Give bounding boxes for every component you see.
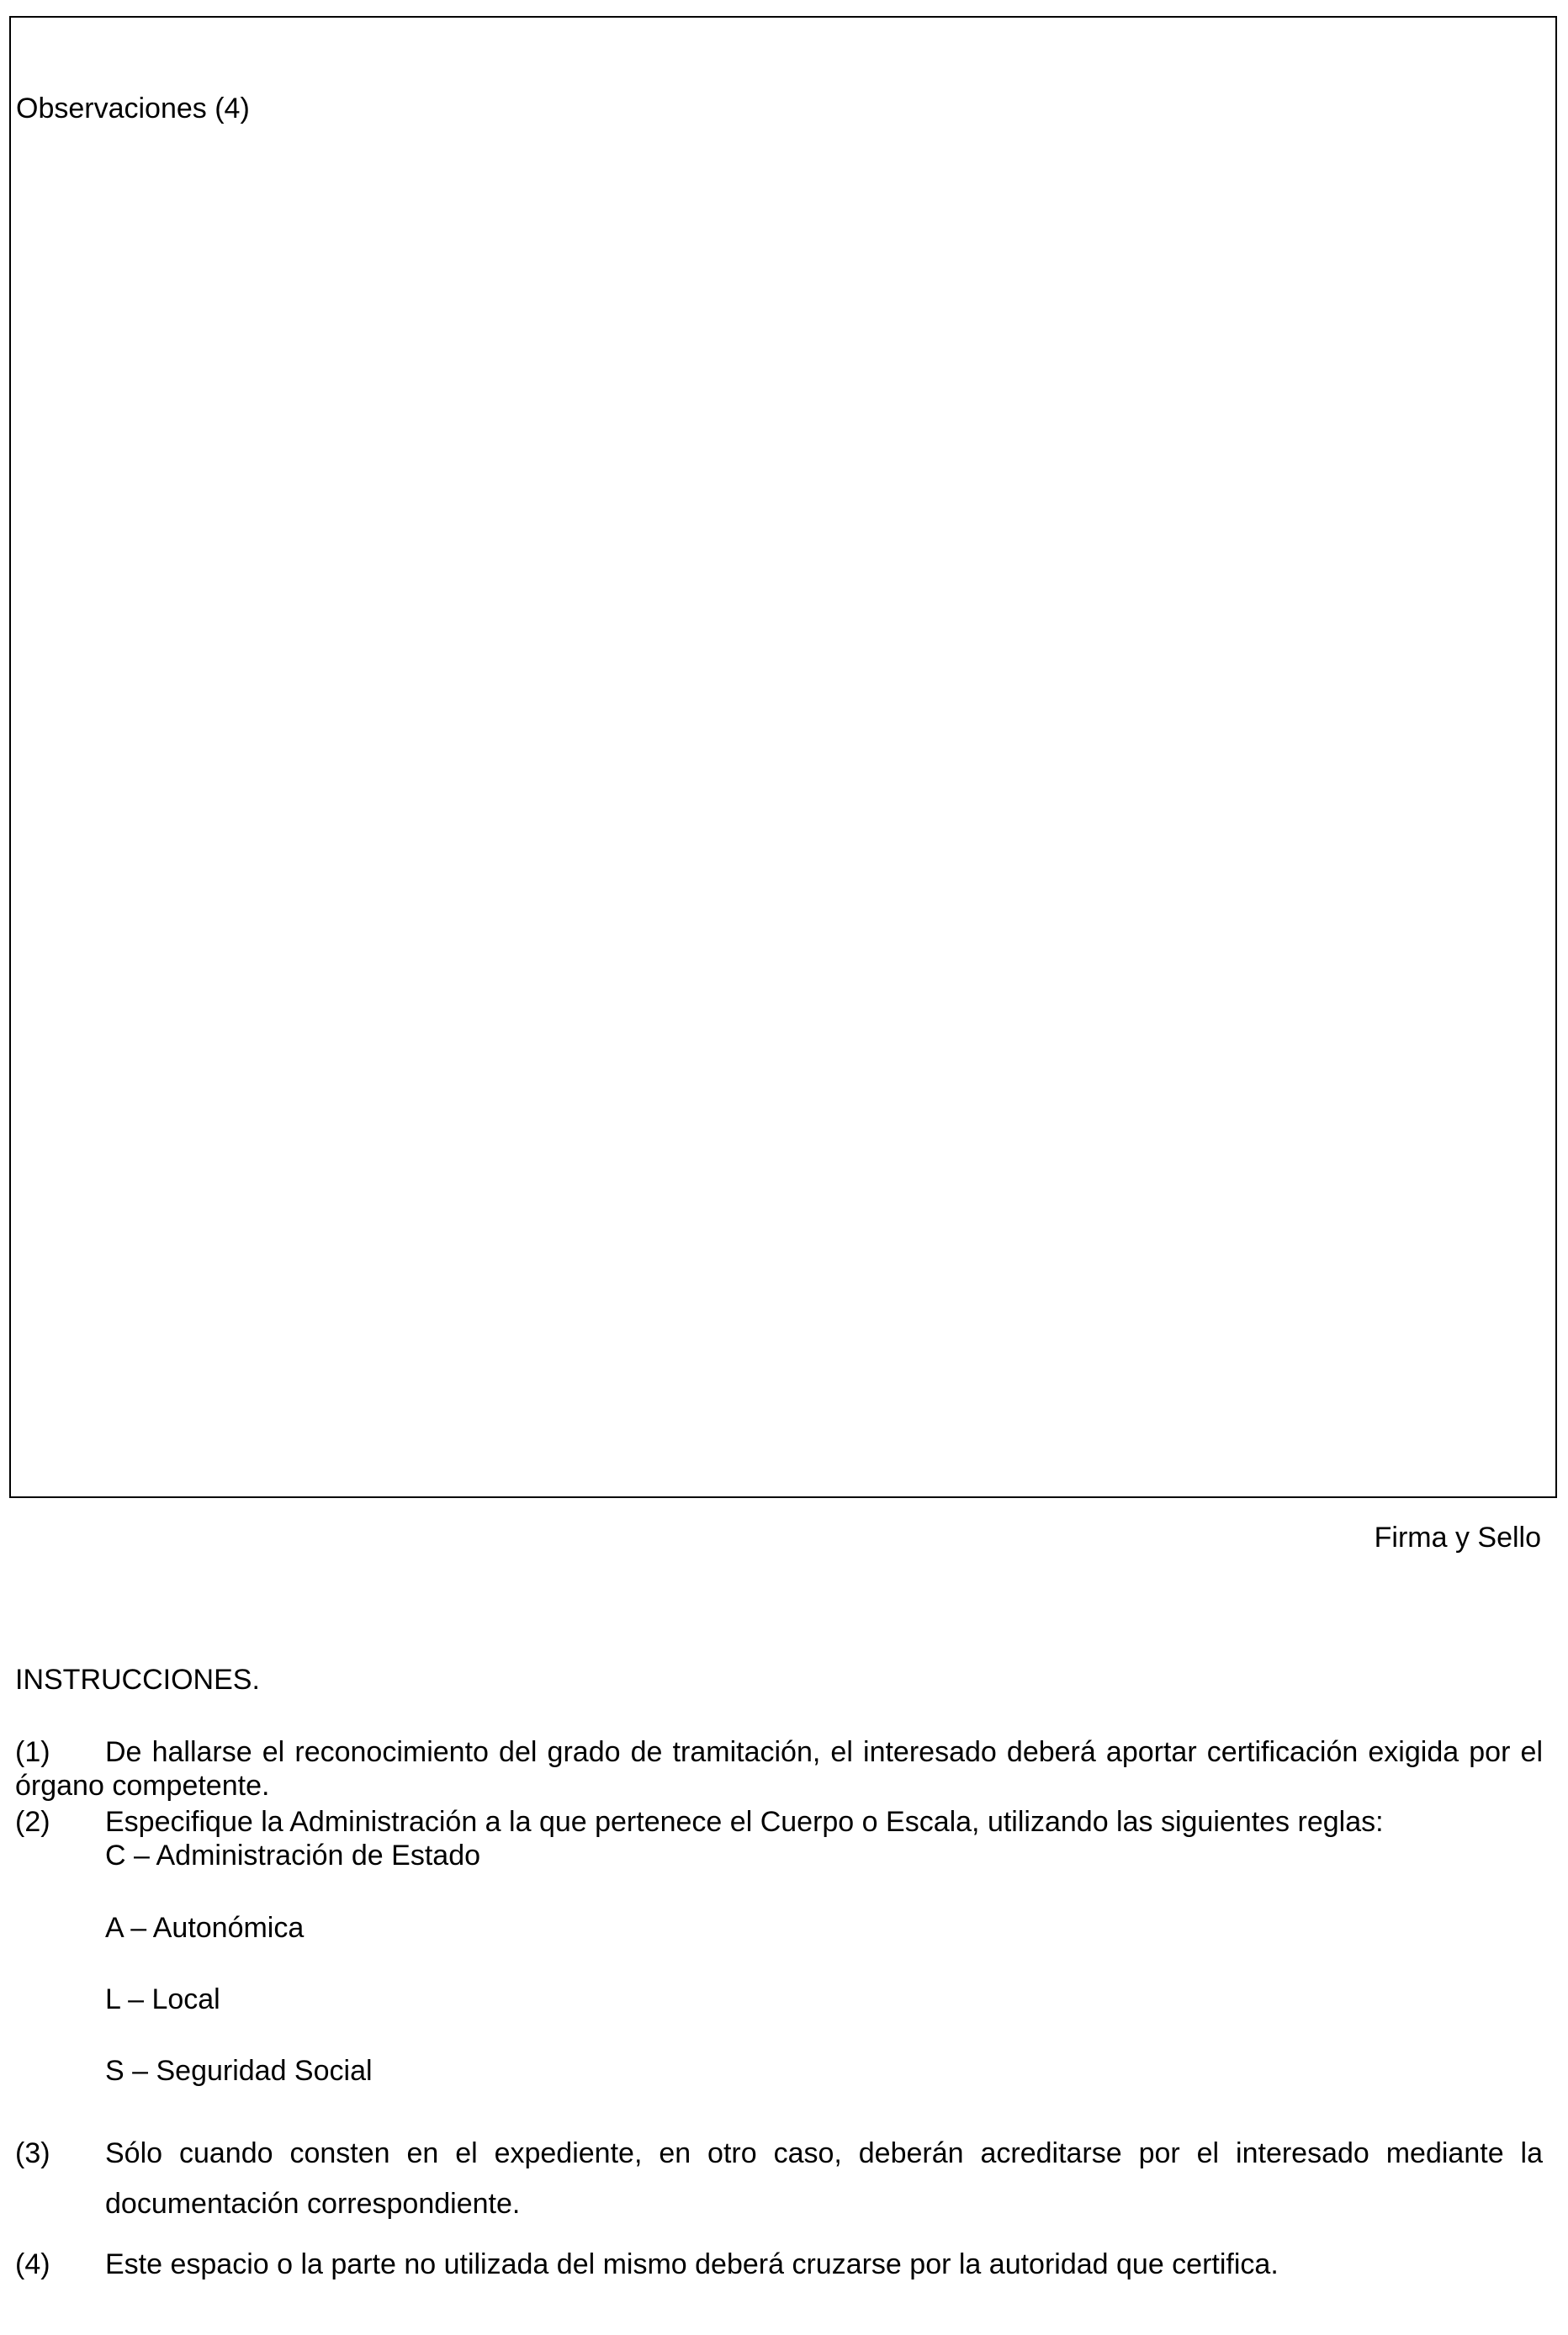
rule-item-c: C – Administración de Estado	[105, 1840, 481, 1872]
rule-item-s: S – Seguridad Social	[105, 2055, 373, 2087]
note-number: (3)	[15, 2137, 50, 2169]
instruction-note-4	[15, 2248, 1543, 2281]
observations-box	[9, 16, 1557, 1498]
signature-label: Firma y Sello	[1374, 1522, 1541, 1554]
instruction-note-3	[15, 2128, 1543, 2229]
observations-label: Observaciones (4)	[16, 93, 250, 124]
note-number: (1)	[15, 1736, 50, 1768]
note-text: Especifique la Administración a la que pertenece el Cuerpo o Escala, utilizando las siguientes reglas:	[105, 1806, 1384, 1838]
note-text: Este espacio o la parte no utilizada del mismo deberá cruzarse por la autoridad que certifica.	[105, 2248, 1279, 2280]
note-number: (2)	[15, 1806, 50, 1838]
note-text: Sólo cuando consten en el expediente, en otro caso, deberán acreditarse por el interesado mediante la documentación correspondiente.	[105, 2137, 1543, 2220]
note-text: De hallarse el reconocimiento del grado de tramitación, el interesado deberá aportar certificación exigida por el órgano competente.	[15, 1736, 1543, 1802]
rule-item-l: L – Local	[105, 1983, 220, 2015]
instruction-note-2	[15, 1805, 1543, 1839]
instructions-title: INSTRUCCIONES.	[15, 1664, 260, 1696]
note-number: (4)	[15, 2248, 50, 2280]
rule-item-a: A – Autonómica	[105, 1912, 305, 1944]
instruction-note-1	[15, 1735, 1543, 1803]
